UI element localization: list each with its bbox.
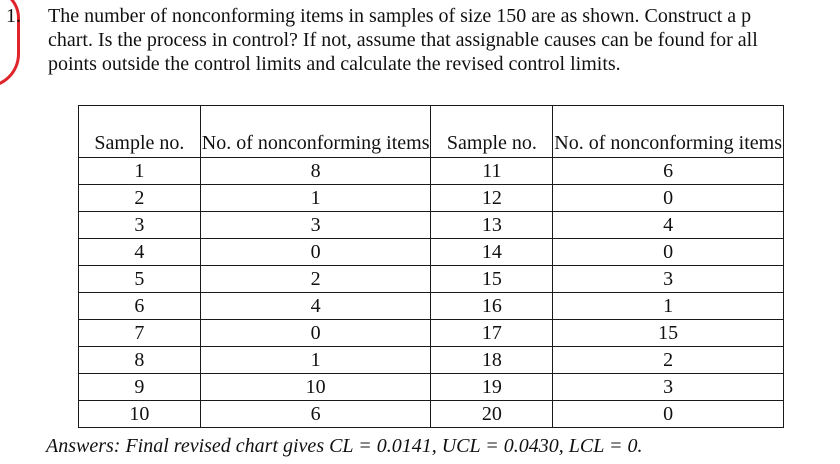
table-row [79,374,784,401]
cell-nonconforming-items: 3 [200,212,431,239]
table-row [79,293,784,320]
table-body [79,158,784,428]
table-row [79,212,784,239]
cell-sample-no: 7 [79,320,201,347]
cell-nonconforming-items: 1 [200,185,431,212]
cell-nonconforming-items-2: 6 [553,158,784,185]
table-row [79,401,784,428]
answers-text: Answers: Final revised chart gives CL = 0.0141, UCL = 0.0430, LCL = 0. [46,435,643,457]
cell-sample-no-2: 16 [431,293,553,320]
cell-sample-no-2: 12 [431,185,553,212]
cell-sample-no-2: 13 [431,212,553,239]
cell-nonconforming-items: 0 [200,320,431,347]
problem-text: The number of nonconforming items in samples of size 150 are as shown. Construct a p chart. Is the process in control? If not, assume that assignable causes can be found for all points outside the control limits and calculate the revised control limits. [48,5,758,75]
cell-sample-no-2: 20 [431,401,553,428]
cell-nonconforming-items: 4 [200,293,431,320]
header-nonconforming-items-2: No. of nonconforming items [553,106,784,158]
cell-sample-no-2: 14 [431,239,553,266]
table-row [79,320,784,347]
table-row [79,185,784,212]
cell-nonconforming-items: 1 [200,347,431,374]
cell-nonconforming-items-2: 15 [553,320,784,347]
cell-sample-no: 3 [79,212,201,239]
cell-nonconforming-items: 0 [200,239,431,266]
header-sample-no-2: Sample no. [431,106,553,158]
cell-nonconforming-items-2: 0 [553,401,784,428]
cell-sample-no: 4 [79,239,201,266]
cell-sample-no: 9 [79,374,201,401]
cell-nonconforming-items: 2 [200,266,431,293]
cell-sample-no: 8 [79,347,201,374]
cell-nonconforming-items-2: 4 [553,212,784,239]
cell-nonconforming-items-2: 2 [553,347,784,374]
nonconforming-items-table [78,105,784,428]
cell-nonconforming-items-2: 1 [553,293,784,320]
cell-sample-no: 1 [79,158,201,185]
cell-nonconforming-items-2: 0 [553,185,784,212]
table-row [79,347,784,374]
cell-sample-no: 6 [79,293,201,320]
problem-number: 1. [6,5,21,27]
cell-nonconforming-items-2: 0 [553,239,784,266]
cell-nonconforming-items-2: 3 [553,266,784,293]
header-sample-no: Sample no. [79,106,201,158]
table-header-row [79,106,784,158]
cell-sample-no-2: 19 [431,374,553,401]
cell-nonconforming-items-2: 3 [553,374,784,401]
table-row [79,158,784,185]
table-row [79,239,784,266]
cell-sample-no: 5 [79,266,201,293]
table-row [79,266,784,293]
cell-nonconforming-items: 6 [200,401,431,428]
cell-nonconforming-items: 10 [200,374,431,401]
cell-sample-no-2: 18 [431,347,553,374]
cell-sample-no: 2 [79,185,201,212]
cell-sample-no: 10 [79,401,201,428]
cell-nonconforming-items: 8 [200,158,431,185]
cell-sample-no-2: 15 [431,266,553,293]
cell-sample-no-2: 17 [431,320,553,347]
header-nonconforming-items: No. of nonconforming items [200,106,431,158]
cell-sample-no-2: 11 [431,158,553,185]
